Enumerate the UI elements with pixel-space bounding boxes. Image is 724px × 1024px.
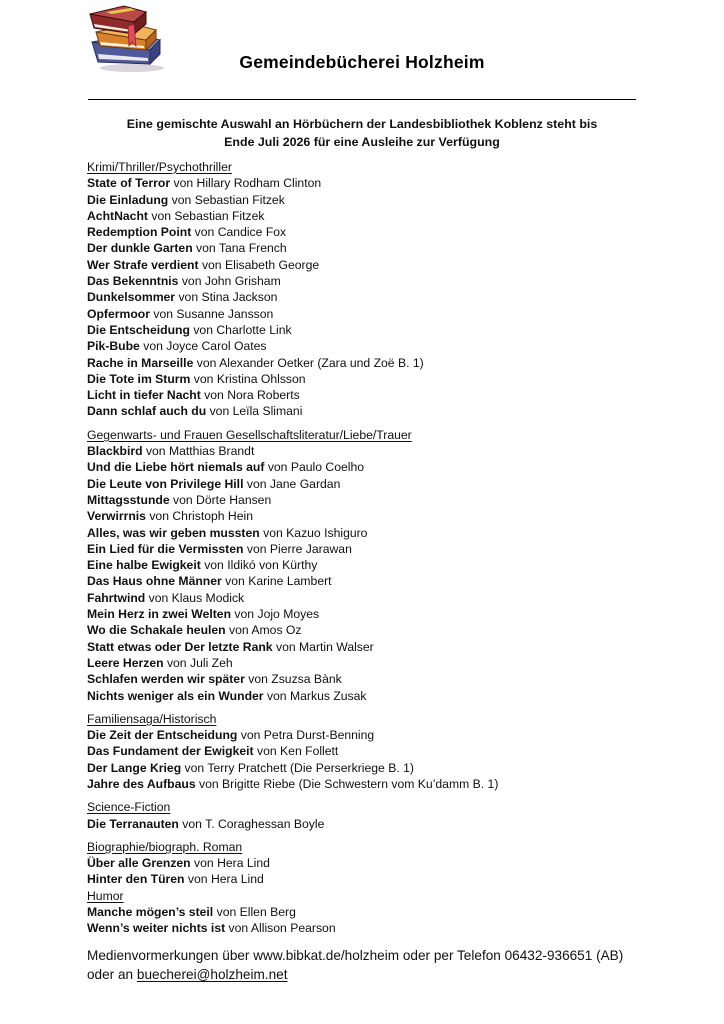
book-title: Die Zeit der Entscheidung xyxy=(87,728,238,743)
connector-word: von xyxy=(173,492,193,507)
list-item xyxy=(87,387,687,403)
list-item xyxy=(87,175,687,191)
connector-word: von xyxy=(193,322,213,337)
connector-word: von xyxy=(263,525,283,540)
connector-word: von xyxy=(196,241,216,256)
book-author: Amos Oz xyxy=(251,623,302,638)
book-title: Alles, was wir geben mussten xyxy=(87,525,260,540)
book-author: Jane Gardan xyxy=(269,476,341,491)
list-item xyxy=(87,508,687,524)
list-item xyxy=(87,855,687,871)
list-item xyxy=(87,590,687,606)
subtitle-line-2: Ende Juli 2026 für eine Ausleihe zur Verfügung xyxy=(224,135,500,149)
book-title: Mein Herz in zwei Welten xyxy=(87,607,232,622)
book-author: Leïla Slimani xyxy=(232,404,303,419)
section xyxy=(87,839,687,888)
list-item xyxy=(87,743,687,759)
book-author: Kristina Ohlsson xyxy=(216,371,306,386)
section-heading: Gegenwarts- und Frauen Gesellschaftsliteratur/Liebe/Trauer xyxy=(87,427,412,442)
book-author: Dörte Hansen xyxy=(196,492,272,507)
book-title: Wo die Schakale heulen xyxy=(87,623,226,638)
book-author: Klaus Modick xyxy=(171,590,245,605)
connector-word: von xyxy=(248,672,268,687)
book-author: Charlotte Link xyxy=(216,322,292,337)
list-item xyxy=(87,760,687,776)
book-author: Terry Pratchett (Die Perserkriege B. 1) xyxy=(207,760,414,775)
connector-word: von xyxy=(209,404,230,419)
list-item xyxy=(87,525,687,541)
book-author: Christoph Hein xyxy=(172,509,253,524)
connector-word: von xyxy=(198,776,219,791)
list-item xyxy=(87,338,687,354)
connector-word: von xyxy=(153,306,174,321)
book-author: T. Coraghessan Boyle xyxy=(205,816,325,831)
list-item xyxy=(87,816,687,832)
list-item xyxy=(87,192,687,208)
footer-line-1: Medienvormerkungen über www.bibkat.de/holzheim oder per Telefon 06432-936651 (AB) xyxy=(87,948,624,963)
book-title: Die Terranauten xyxy=(87,816,179,831)
connector-word: von xyxy=(246,541,267,556)
book-title: Eine halbe Ewigkeit xyxy=(87,558,201,573)
connector-word: von xyxy=(275,639,296,654)
book-author: Jojo Moyes xyxy=(257,607,320,622)
book-author: Elisabeth George xyxy=(224,257,320,272)
list-item xyxy=(87,273,687,289)
book-author: Hera Lind xyxy=(217,856,270,871)
list-item xyxy=(87,322,687,338)
connector-word: von xyxy=(143,339,163,354)
book-title: Die Tote im Sturm xyxy=(87,371,191,386)
book-title: Die Entscheidung xyxy=(87,322,190,337)
book-title: Pik-Bube xyxy=(87,339,140,354)
list-item xyxy=(87,904,687,920)
connector-word: von xyxy=(257,744,277,759)
book-title: Hinter den Türen xyxy=(87,872,185,887)
book-author: John Grisham xyxy=(204,274,281,289)
connector-word: von xyxy=(234,607,255,622)
book-title: Dann schlaf auch du xyxy=(87,404,207,419)
connector-word: von xyxy=(187,872,208,887)
book-title: Das Bekenntnis xyxy=(87,274,179,289)
book-title: Jahre des Aufbaus xyxy=(87,776,196,791)
book-title: Über alle Grenzen xyxy=(87,856,191,871)
connector-word: von xyxy=(148,590,169,605)
connector-word: von xyxy=(194,856,214,871)
book-author: Zsuzsa Bànk xyxy=(271,672,342,687)
header-divider xyxy=(88,99,636,100)
list-item xyxy=(87,776,687,792)
connector-word: von xyxy=(171,192,192,207)
connector-word: von xyxy=(201,257,222,272)
list-item xyxy=(87,240,687,256)
library-name: Gemeindebücherei Holzheim xyxy=(239,52,485,72)
list-item xyxy=(87,443,687,459)
book-title: Licht in tiefer Nacht xyxy=(87,388,201,403)
connector-word: von xyxy=(267,460,288,475)
book-author: Petra Durst-Benning xyxy=(263,728,375,743)
book-title: Redemption Point xyxy=(87,225,192,240)
book-author: Susanne Jansson xyxy=(176,306,274,321)
book-title: Rache in Marseille xyxy=(87,355,194,370)
book-title: Das Fundament der Ewigkeit xyxy=(87,744,254,759)
connector-word: von xyxy=(166,655,187,670)
book-author: Nora Roberts xyxy=(227,388,300,403)
book-title: Statt etwas oder Der letzte Rank xyxy=(87,639,273,654)
list-item xyxy=(87,871,687,887)
email-link[interactable]: buecherei@holzheim.net xyxy=(136,967,288,982)
book-title: Das Haus ohne Männer xyxy=(87,574,222,589)
book-author: Pierre Jarawan xyxy=(269,541,352,556)
connector-word: von xyxy=(151,208,171,223)
list-item xyxy=(87,459,687,475)
list-item xyxy=(87,289,687,305)
page-title xyxy=(0,52,724,73)
connector-word: von xyxy=(204,388,224,403)
book-author: Allison Pearson xyxy=(250,921,336,936)
book-title: Wer Strafe verdient xyxy=(87,257,199,272)
connector-word: von xyxy=(184,760,205,775)
subtitle xyxy=(0,115,724,151)
list-item xyxy=(87,306,687,322)
list-item xyxy=(87,920,687,936)
book-title: Die Leute von Privilege Hill xyxy=(87,476,244,491)
footer-line-2 xyxy=(87,965,687,984)
list-item xyxy=(87,492,687,508)
book-title: Nichts weniger als ein Wunder xyxy=(87,688,264,703)
connector-word: von xyxy=(194,225,215,240)
list-item xyxy=(87,208,687,224)
book-title: Schlafen werden wir später xyxy=(87,672,245,687)
list-item xyxy=(87,355,687,371)
book-title: Mittagsstunde xyxy=(87,492,170,507)
book-title: Opfermoor xyxy=(87,306,150,321)
connector-word: von xyxy=(149,509,169,524)
section-heading: Science-Fiction xyxy=(87,800,171,815)
connector-word: von xyxy=(246,476,267,491)
book-author: Martin Walser xyxy=(299,639,374,654)
book-author: Ken Follett xyxy=(280,744,339,759)
book-author: Juli Zeh xyxy=(189,655,233,670)
book-title: Dunkelsommer xyxy=(87,290,176,305)
footer-prefix: oder an xyxy=(87,967,137,982)
book-author: Sebastian Fitzek xyxy=(174,208,265,223)
connector-word: von xyxy=(240,728,261,743)
connector-word: von xyxy=(229,623,249,638)
section xyxy=(87,159,687,420)
list-item xyxy=(87,639,687,655)
section xyxy=(87,799,687,832)
book-author: Markus Zusak xyxy=(289,688,367,703)
book-author: Tana French xyxy=(218,241,287,256)
section-heading: Krimi/Thriller/Psychothriller xyxy=(87,160,232,174)
section-heading: Familiensaga/Historisch xyxy=(87,711,217,726)
list-item xyxy=(87,257,687,273)
book-title: AchtNacht xyxy=(87,208,148,223)
book-title: Der Lange Krieg xyxy=(87,760,182,775)
book-author: Stina Jackson xyxy=(201,290,278,305)
connector-word: von xyxy=(228,921,249,936)
list-item xyxy=(87,727,687,743)
book-author: Ildikó von Kürthy xyxy=(227,558,318,573)
footer xyxy=(87,946,687,984)
subtitle-line-1: Eine gemischte Auswahl an Hörbüchern der Landesbibliothek Koblenz steht bis xyxy=(126,117,598,131)
connector-word: von xyxy=(173,176,194,191)
connector-word: von xyxy=(178,290,199,305)
audiobook-list xyxy=(87,159,687,944)
book-title: State of Terror xyxy=(87,176,171,191)
book-title: Die Einladung xyxy=(87,192,169,207)
connector-word: von xyxy=(266,688,287,703)
book-author: Candice Fox xyxy=(217,225,287,240)
connector-word: von xyxy=(196,355,217,370)
book-author: Alexander Oetker (Zara und Zoë B. 1) xyxy=(219,355,424,370)
book-title: Leere Herzen xyxy=(87,655,164,670)
list-item xyxy=(87,671,687,687)
book-author: Paulo Coelho xyxy=(290,460,365,475)
book-author: Karine Lambert xyxy=(248,574,332,589)
book-title: Blackbird xyxy=(87,444,143,459)
book-author: Sebastian Fitzek xyxy=(194,192,285,207)
connector-word: von xyxy=(145,444,166,459)
section-heading: Humor xyxy=(87,888,124,903)
book-author: Ellen Berg xyxy=(239,905,296,920)
list-item xyxy=(87,476,687,492)
list-item xyxy=(87,606,687,622)
list-item xyxy=(87,688,687,704)
book-title: Ein Lied für die Vermissten xyxy=(87,541,244,556)
list-item xyxy=(87,541,687,557)
book-title: Wenn’s weiter nichts ist xyxy=(87,921,226,936)
book-author: Matthias Brandt xyxy=(168,444,255,459)
book-title: Manche mögen’s steil xyxy=(87,905,214,920)
section-heading: Biographie/biograph. Roman xyxy=(87,839,243,854)
list-item xyxy=(87,573,687,589)
list-item xyxy=(87,622,687,638)
list-item xyxy=(87,403,687,419)
book-title: Verwirrnis xyxy=(87,509,146,524)
book-author: Hillary Rodham Clinton xyxy=(196,176,322,191)
book-title: Der dunkle Garten xyxy=(87,241,193,256)
book-author: Hera Lind xyxy=(210,872,264,887)
section xyxy=(87,888,687,937)
book-title: Und die Liebe hört niemals auf xyxy=(87,460,265,475)
connector-word: von xyxy=(225,574,245,589)
list-item xyxy=(87,224,687,240)
list-item xyxy=(87,371,687,387)
connector-word: von xyxy=(216,905,237,920)
book-author: Kazuo Ishiguro xyxy=(286,525,368,540)
book-author: Joyce Carol Oates xyxy=(166,339,267,354)
section xyxy=(87,711,687,792)
list-item xyxy=(87,557,687,573)
connector-word: von xyxy=(193,371,214,386)
list-item xyxy=(87,655,687,671)
book-title: Fahrtwind xyxy=(87,590,146,605)
section xyxy=(87,427,687,704)
connector-word: von xyxy=(181,274,202,289)
connector-word: von xyxy=(182,816,202,831)
connector-word: von xyxy=(204,558,224,573)
book-author: Brigitte Riebe (Die Schwestern vom Ku’damm B. 1) xyxy=(222,776,499,791)
